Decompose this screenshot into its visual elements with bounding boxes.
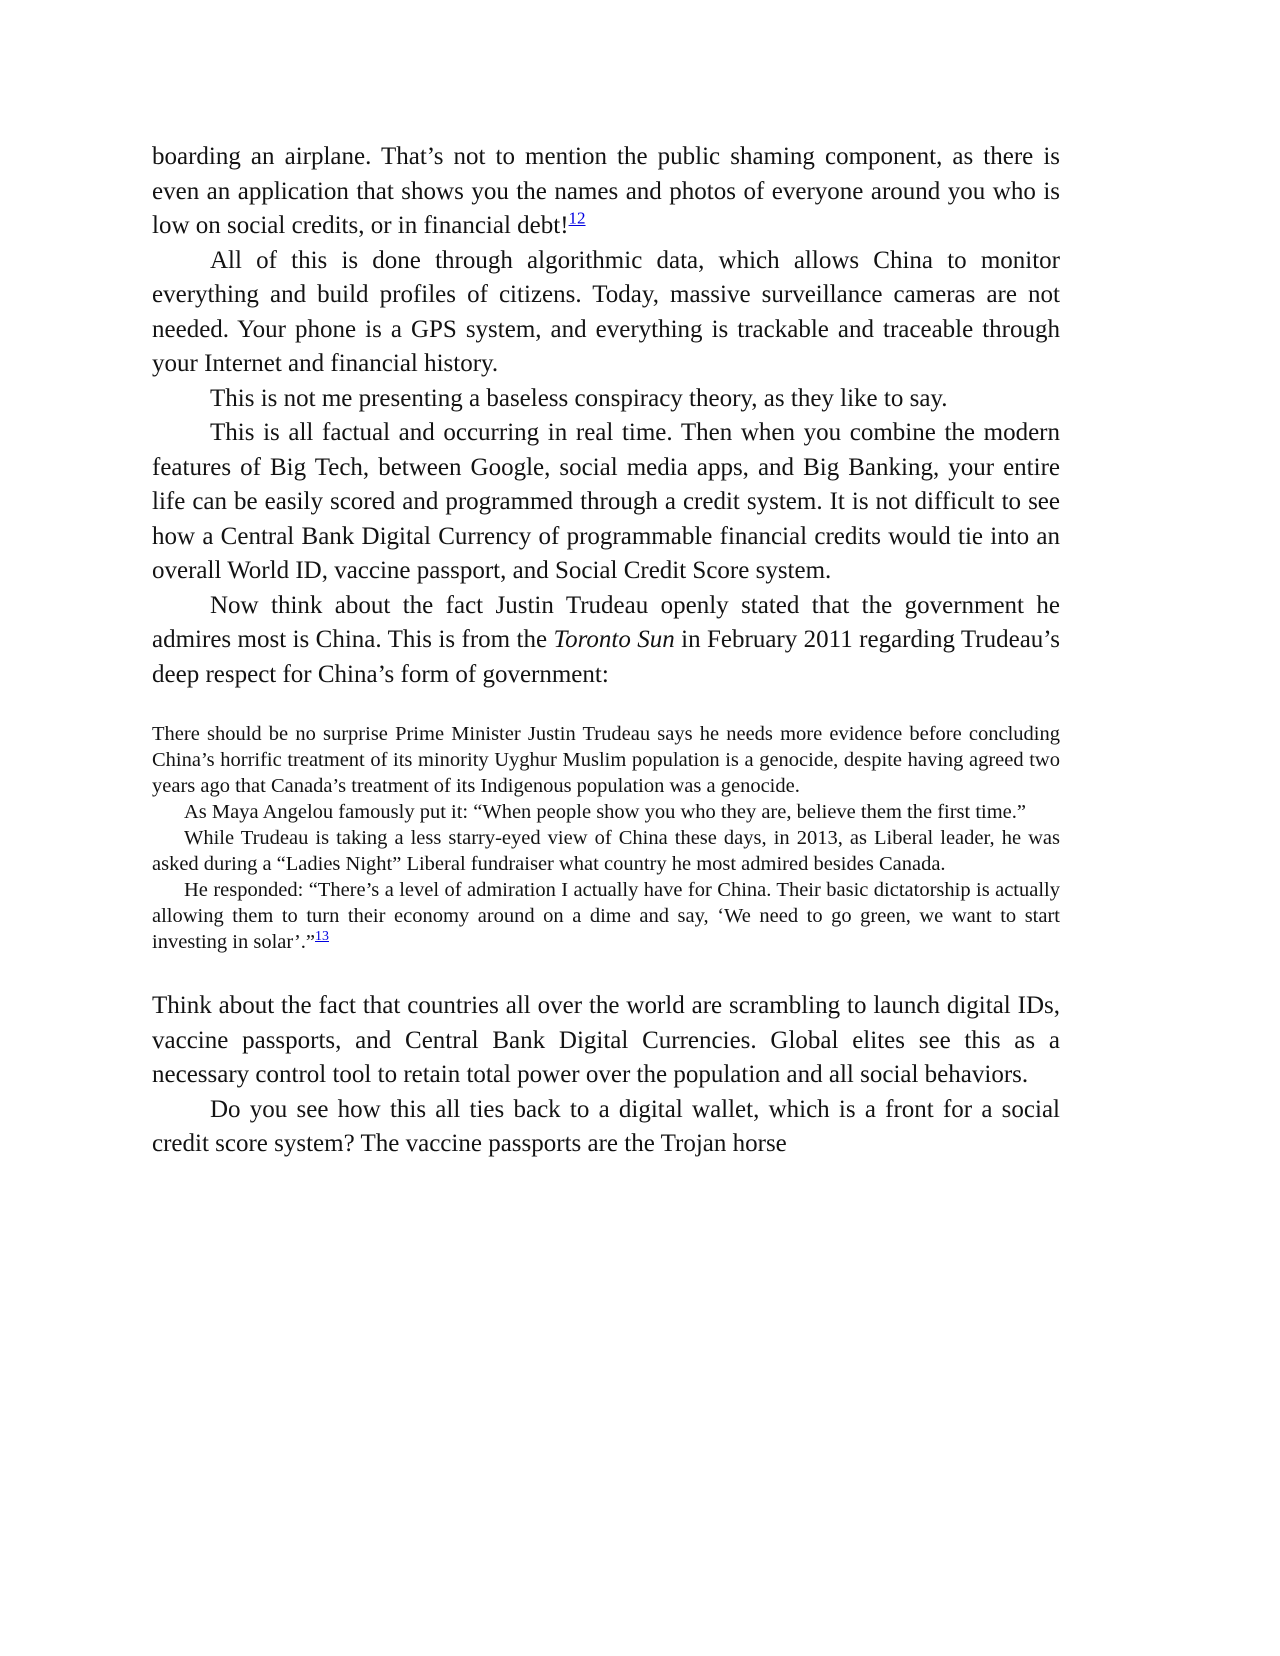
text-run: Do you see how this all ties back to a digital wallet, which is a front for a social credit score system? The vaccine passports are the Trojan horse	[152, 1095, 1060, 1157]
text-run: This is not me presenting a baseless conspiracy theory, as they like to say.	[210, 384, 948, 412]
quote-paragraph-1	[152, 721, 1060, 799]
text-run: Think about the fact that countries all over the world are scrambling to launch digital IDs, vaccine passports, and Central Bank Digital Currencies. Global elites see this as a necessary control tool to retain total power over the population and all social behaviors.	[152, 992, 1060, 1088]
text-run: Now think about the fact Justin Trudeau openly stated that the government he admires most is China. This is from the	[152, 591, 1060, 653]
closing-paragraph-2	[152, 1093, 1060, 1162]
quote-paragraph-4	[152, 877, 1060, 955]
text-run: All of this is done through algorithmic data, which allows China to monitor everything and build profiles of citizens. Today, massive surveillance cameras are not needed. Your phone is a GPS system, and everything is trackable and traceable through your Internet and financial history.	[152, 246, 1060, 377]
closing-paragraphs	[152, 989, 1060, 1162]
quote-paragraph-3	[152, 825, 1060, 877]
page-content	[152, 140, 1060, 1162]
text-run: boarding an airplane. That’s not to mention the public shaming component, as there is even an application that shows you the names and photos of everyone around you who is low on social credits, or in financial debt!	[152, 143, 1060, 239]
text-run: There should be no surprise Prime Minister Justin Trudeau says he needs more evidence before concluding China’s horrific treatment of its minority Uyghur Muslim population is a genocide, despite having agreed two years ago that Canada’s treatment of its Indigenous population was a genocide.	[152, 723, 1060, 797]
italic-text-run: Toronto Sun	[553, 626, 675, 653]
text-run: While Trudeau is taking a less starry-eyed view of China these days, in 2013, as Liberal leader, he was asked during a “Ladies Night” Liberal fundraiser what country he most admired besides Canada.	[152, 827, 1060, 875]
paragraph-5	[152, 589, 1060, 693]
paragraph-1	[152, 140, 1060, 244]
text-run: in February 2011 regarding Trudeau’s deep respect for China’s form of government:	[152, 626, 1060, 688]
body-paragraphs	[152, 140, 1060, 692]
text-run: This is all factual and occurring in real time. Then when you combine the modern features of Big Tech, between Google, social media apps, and Big Banking, your entire life can be easily scored and programmed through a credit system. It is not difficult to see how a Central Bank Digital Currency of programmable financial credits would tie into an overall World ID, vaccine passport, and Social Credit Score system.	[152, 419, 1060, 584]
quote-paragraph-2	[152, 799, 1060, 825]
paragraph-2	[152, 244, 1060, 382]
block-quote	[152, 721, 1060, 955]
text-run: He responded: “There’s a level of admiration I actually have for China. Their basic dictatorship is actually allowing them to turn their economy around on a dime and say, ‘We need to go green, we want to start investing in solar’.”	[152, 879, 1060, 953]
paragraph-3	[152, 382, 1060, 417]
footnote-link-13[interactable]: 13	[315, 929, 329, 945]
footnote-link-12[interactable]: 12	[568, 208, 586, 228]
text-run: As Maya Angelou famously put it: “When people show you who they are, believe them the first time.”	[184, 801, 1027, 823]
closing-paragraph-1	[152, 989, 1060, 1093]
paragraph-4	[152, 416, 1060, 589]
